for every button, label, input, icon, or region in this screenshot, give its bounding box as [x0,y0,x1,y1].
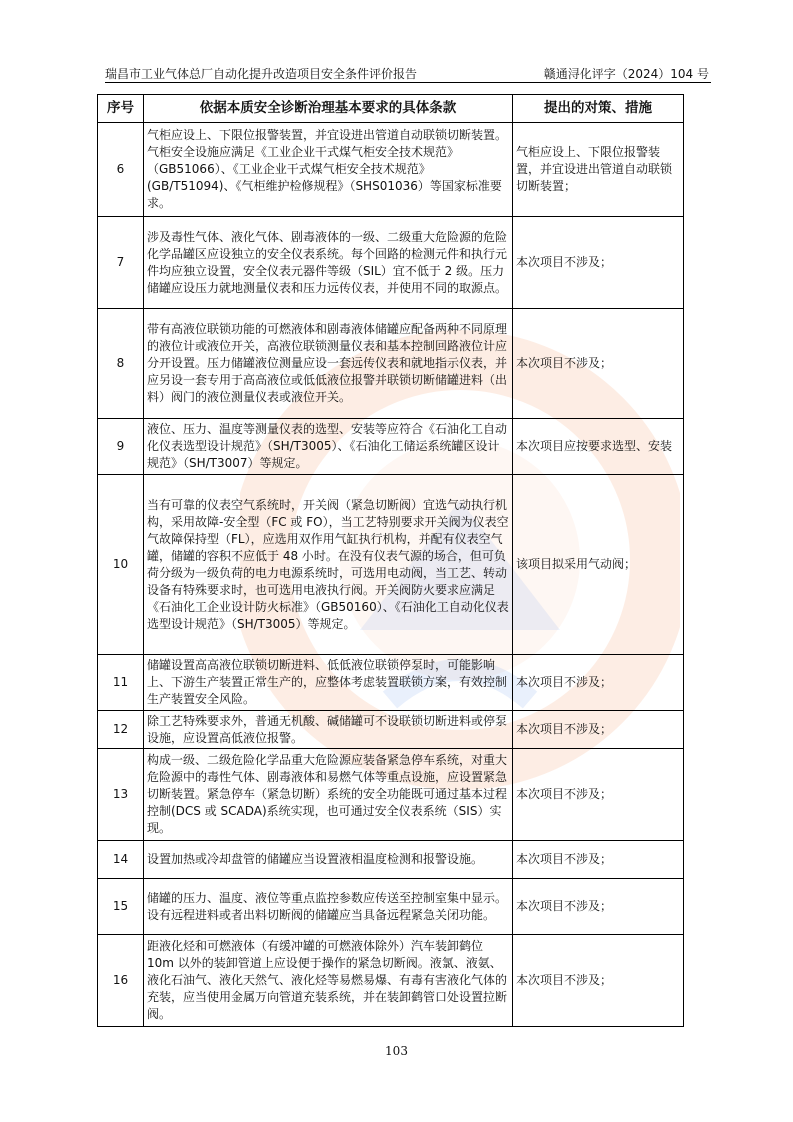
row-number: 6 [98,123,144,217]
clause-text: 涉及毒性气体、液化气体、剧毒液体的一级、二级重大危险源的危险化学品罐区应设独立的安全仪表系统。每个回路的检测元件和执行元件均应独立设置，安全仪表元器件等级（SIL）宜不低于 2 级。压力储罐应设压力就地测量仪表和压力远传仪表，并使用不同的取源点。 [144,217,513,309]
table-row [98,475,684,655]
clause-text: 当有可靠的仪表空气系统时，开关阀（紧急切断阀）宜选气动执行机构，采用故障-安全型（FC 或 FO），当工艺特别要求开关阀为仪表空气故障保持型（FL），应选用双作用气缸执行机构，并配有仪表空气罐，储罐的容积不应低于 48 小时。在没有仪表气源的场合，但可负荷分级为一级负荷的电力电源系统时，可选用电动阀，当工艺、转动设备有特殊要求时，也可选用电液执行阀。开关阀防火要求应满足《石油化工企业设计防火标准》（GB50160）、《石油化工自动化仪表选型设计规范》（SH/T3005）等规定。 [144,475,513,655]
row-number: 12 [98,711,144,749]
row-number: 13 [98,749,144,841]
measure-text: 本次项目不涉及； [513,879,684,935]
row-number: 15 [98,879,144,935]
clause-text: 储罐设置高高液位联锁切断进料、低低液位联锁停泵时，可能影响上、下游生产装置正常生产的，应整体考虑装置联锁方案，有效控制生产装置安全风险。 [144,655,513,711]
clause-text: 设置加热或冷却盘管的储罐应当设置液相温度检测和报警设施。 [144,841,513,879]
table-row [98,749,684,841]
safety-measures-table [97,94,684,1027]
table-row [98,711,684,749]
report-title: 瑞昌市工业气体总厂自动化提升改造项目安全条件评价报告 [105,67,418,81]
measure-text: 本次项目不涉及； [513,655,684,711]
clause-text: 除工艺特殊要求外，普通无机酸、碱储罐可不设联锁切断进料或停泵设施，应设置高低液位报警。 [144,711,513,749]
table-header-row [98,95,684,123]
measure-text: 本次项目不涉及； [513,841,684,879]
clause-text: 构成一级、二级危险化学品重大危险源应装备紧急停车系统，对重大危险源中的毒性气体、剧毒液体和易燃气体等重点设施，应设置紧急切断装置。紧急停车（紧急切断）系统的安全功能既可通过基本过程控制(DCS 或 SCADA)系统实现，也可通过安全仪表系统（SIS）实现。 [144,749,513,841]
page-header [105,64,711,83]
table-row [98,935,684,1027]
row-number: 14 [98,841,144,879]
measure-text: 本次项目应按要求选型、安装 [513,419,684,475]
clause-text: 带有高液位联锁功能的可燃液体和剧毒液体储罐应配备两种不同原理的液位计或液位开关，高液位联锁测量仪表和基本控制回路液位计应分开设置。压力储罐液位测量应设一套远传仪表和就地指示仪表，并应另设一套专用于高高液位或低低液位报警并联锁切断储罐进料（出料）阀门的液位测量仪表或液位开关。 [144,309,513,419]
row-number: 11 [98,655,144,711]
column-header-no: 序号 [98,95,144,123]
measure-text: 本次项目不涉及； [513,935,684,1027]
measure-text: 本次项目不涉及； [513,309,684,419]
row-number: 8 [98,309,144,419]
column-header-clause: 依据本质安全诊断治理基本要求的具体条款 [144,95,513,123]
clause-text: 液位、压力、温度等测量仪表的选型、安装等应符合《石油化工自动化仪表选型设计规范》（SH/T3005）、《石油化工储运系统罐区设计规范》（SH/T3007）等规定。 [144,419,513,475]
page-number: 103 [385,1044,408,1058]
column-header-measure: 提出的对策、措施 [513,95,684,123]
measure-text: 本次项目不涉及； [513,711,684,749]
measure-text: 该项目拟采用气动阀； [513,475,684,655]
clause-text: 气柜应设上、下限位报警装置，并宜设进出管道自动联锁切断装置。气柜安全设施应满足《工业企业干式煤气柜安全技术规范》（GB51066）、《工业企业干式煤气柜安全技术规范》(GB/T51094)、《气柜维护检修规程》（SHS01036）等国家标准要求。 [144,123,513,217]
measure-text: 本次项目不涉及； [513,217,684,309]
table-row [98,123,684,217]
table-row [98,841,684,879]
table-row [98,309,684,419]
row-number: 7 [98,217,144,309]
report-number: 赣通浔化评字（2024）104 号 [543,67,709,81]
row-number: 16 [98,935,144,1027]
table-row [98,879,684,935]
clause-text: 距液化烃和可燃液体（有缓冲罐的可燃液体除外）汽车装卸鹤位 10m 以外的装卸管道上应设便于操作的紧急切断阀。液氯、液氨、液化石油气、液化天然气、液化烃等易燃易爆、有毒有害液化气体的充装，应当使用金属万向管道充装系统，并在装卸鹤管口处设置拉断阀。 [144,935,513,1027]
clause-text: 储罐的压力、温度、液位等重点监控参数应传送至控制室集中显示。设有远程进料或者出料切断阀的储罐应当具备远程紧急关闭功能。 [144,879,513,935]
measure-text: 气柜应设上、下限位报警装置，并宜设进出管道自动联锁切断装置； [513,123,684,217]
table-row [98,655,684,711]
table-row [98,419,684,475]
row-number: 9 [98,419,144,475]
measure-text: 本次项目不涉及； [513,749,684,841]
row-number: 10 [98,475,144,655]
table-row [98,217,684,309]
